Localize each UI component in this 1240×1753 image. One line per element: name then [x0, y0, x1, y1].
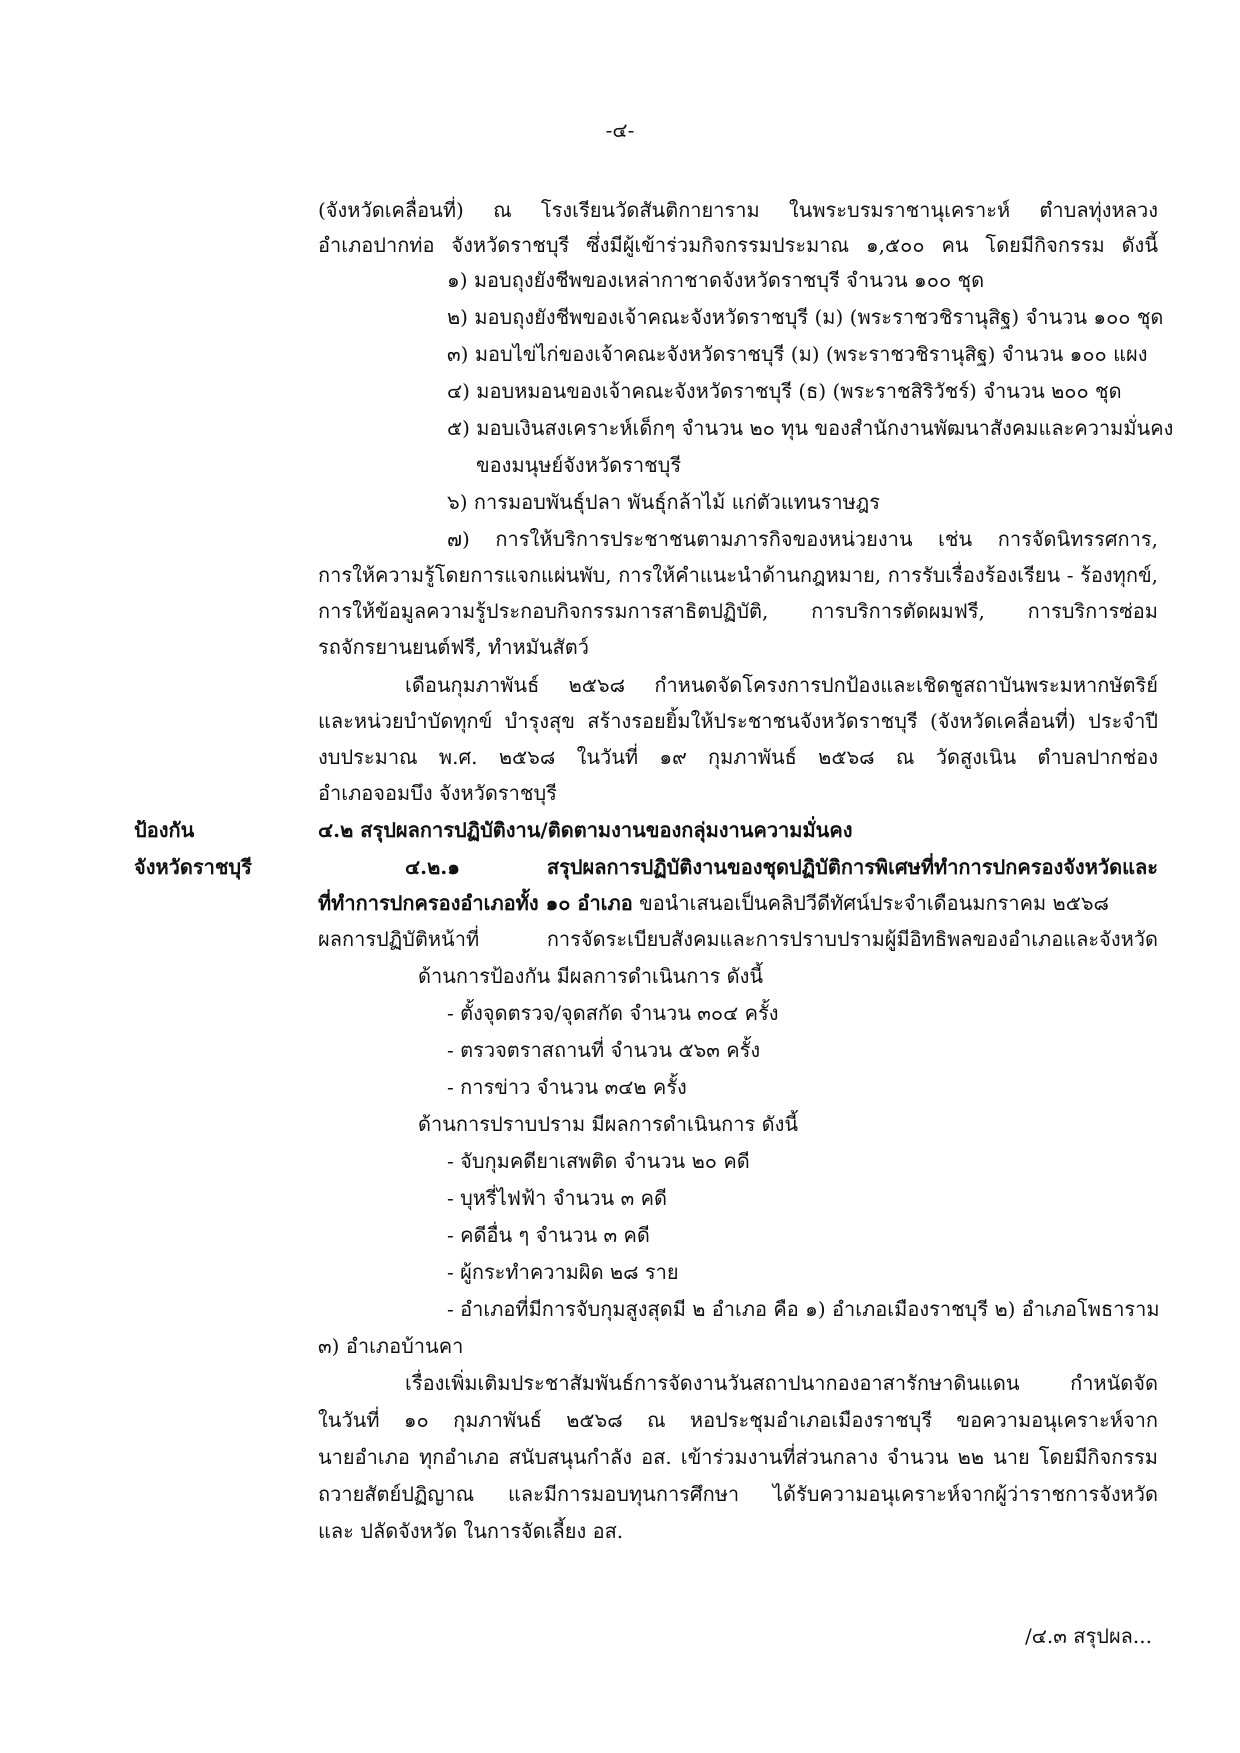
- section-4-2-1-line-2: [318, 889, 1158, 917]
- activity-item-7: ๗) การให้บริการประชาชนตามภารกิจของหน่วยงาน เช่น การจัดนิทรรศการ,: [447, 527, 1158, 551]
- intro-line-1: (จังหวัดเคลื่อนที่) ณ โรงเรียนวัดสันติกายาราม ในพระบรมราชานุเคราะห์ ตำบลทุ่งหลวง: [318, 198, 1158, 222]
- activity-item-5: ๕) มอบเงินสงเคราะห์เด็กๆ จำนวน ๒๐ ทุน ของสำนักงานพัฒนาสังคมและความมั่นคง: [447, 416, 1174, 440]
- additional-line-3: นายอำเภอ ทุกอำเภอ สนับสนุนกำลัง อส. เข้าร่วมงานที่ส่วนกลาง จำนวน ๒๒ นาย โดยมีกิจกรรม: [318, 1445, 1158, 1469]
- prevention-item-3: - การข่าว จำนวน ๓๔๒ ครั้ง: [447, 1075, 687, 1099]
- activity-item-2: ๒) มอบถุงยังชีพของเจ้าคณะจังหวัดราชบุรี (ม) (พระราชวชิรานุสิฐ) จำนวน ๑๐๐ ชุด: [447, 305, 1164, 329]
- section-4-2-1-bold-part: ที่ทำการปกครองอำเภอทั้ง ๑๐ อำเภอ: [318, 891, 633, 915]
- additional-line-4: ถวายสัตย์ปฏิญาณ และมีการมอบทุนการศึกษา ได้รับความอนุเคราะห์จากผู้ว่าราชการจังหวัด: [318, 1482, 1158, 1506]
- page-number: -๔-: [605, 118, 635, 142]
- suppression-item-1: - จับกุมคดียาเสพติด จำนวน ๒๐ คดี: [447, 1149, 750, 1173]
- section-4-2-heading: ๔.๒ สรุปผลการปฏิบัติงาน/ติดตามงานของกลุ่มงานความมั่นคง: [318, 818, 853, 842]
- suppression-item-3: - คดีอื่น ๆ จำนวน ๓ คดี: [447, 1223, 650, 1247]
- activity-item-1: ๑) มอบถุงยังชีพของเหล่ากาชาดจังหวัดราชบุรี จำนวน ๑๐๐ ชุด: [447, 268, 985, 292]
- suppression-title: ด้านการปราบปราม มีผลการดำเนินการ ดังนี้: [418, 1112, 799, 1136]
- section-4-2-1-line-1: ๔.๒.๑ สรุปผลการปฏิบัติงานของชุดปฏิบัติการพิเศษที่ทำการปกครองจังหวัดและ: [405, 855, 1158, 879]
- suppression-item-5-cont: ๓) อำเภอบ้านคา: [318, 1334, 464, 1358]
- intro-line-2: อำเภอปากท่อ จังหวัดราชบุรี ซึ่งมีผู้เข้าร่วมกิจกรรมประมาณ ๑,๕๐๐ คน โดยมีกิจกรรม ดังนี้: [318, 233, 1158, 257]
- additional-line-1: เรื่องเพิ่มเติมประชาสัมพันธ์การจัดงานวันสถาปนากองอาสารักษาดินแดน กำหนัดจัด: [405, 1371, 1158, 1395]
- prevention-item-2: - ตรวจตราสถานที่ จำนวน ๕๖๓ ครั้ง: [447, 1038, 761, 1062]
- activity-7-cont-2: การให้ข้อมูลความรู้ประกอบกิจกรรมการสาธิตปฏิบัติ, การบริการตัดผมฟรี, การบริการซ่อม: [318, 599, 1158, 623]
- prevention-item-1: - ตั้งจุดตรวจ/จุดสกัด จำนวน ๓๐๔ ครั้ง: [447, 1001, 779, 1025]
- continue-footer: /๔.๓ สรุปผล...: [1025, 1624, 1152, 1648]
- activity-7-cont-3: รถจักรยานยนต์ฟรี, ทำหมันสัตว์: [318, 635, 589, 659]
- section-4-2-1-rest: ขอนำเสนอเป็นคลิปวีดีทัศน์ประจำเดือนมกราคม ๒๕๖๘: [632, 891, 1109, 915]
- prevention-title: ด้านการป้องกัน มีผลการดำเนินการ ดังนี้: [418, 964, 764, 988]
- suppression-item-5: - อำเภอที่มีการจับกุมสูงสุดมี ๒ อำเภอ คือ ๑) อำเภอเมืองราชบุรี ๒) อำเภอโพธาราม: [447, 1297, 1160, 1321]
- activity-item-5-cont: ของมนุษย์จังหวัดราชบุรี: [476, 453, 682, 477]
- activity-item-3: ๓) มอบไข่ไก่ของเจ้าคณะจังหวัดราชบุรี (ม) (พระราชวชิรานุสิฐ) จำนวน ๑๐๐ แผง: [447, 342, 1148, 366]
- activity-item-4: ๔) มอบหมอนของเจ้าคณะจังหวัดราชบุรี (ธ) (พระราชสิริวัชร์) จำนวน ๒๐๐ ชุด: [447, 379, 1122, 403]
- additional-line-2: ในวันที่ ๑๐ กุมภาพันธ์ ๒๕๖๘ ณ หอประชุมอำเภอเมืองราชบุรี ขอความอนุเคราะห์จาก: [318, 1408, 1158, 1432]
- february-line-3: งบประมาณ พ.ศ. ๒๕๖๘ ในวันที่ ๑๙ กุมภาพันธ์ ๒๕๖๘ ณ วัดสูงเนิน ตำบลปากช่อง: [318, 745, 1158, 769]
- february-line-1: เดือนกุมภาพันธ์ ๒๕๖๘ กำหนดจัดโครงการปกป้องและเชิดชูสถาบันพระมหากษัตริย์: [405, 673, 1158, 697]
- suppression-item-2: - บุหรี่ไฟฟ้า จำนวน ๓ คดี: [447, 1186, 667, 1210]
- february-line-2: และหน่วยบำบัดทุกข์ บำรุงสุข สร้างรอยยิ้มให้ประชาชนจังหวัดราชบุรี (จังหวัดเคลื่อนที่) ประจำปี: [318, 709, 1158, 733]
- activity-7-cont-1: การให้ความรู้โดยการแจกแผ่นพับ, การให้คำแนะนำด้านกฎหมาย, การรับเรื่องร้องเรียน - ร้องทุกข์,: [318, 563, 1158, 587]
- margin-label-line-1: ป้องกัน: [134, 818, 195, 842]
- activity-item-6: ๖) การมอบพันธุ์ปลา พันธุ์กล้าไม้ แก่ตัวแทนราษฎร: [447, 490, 880, 514]
- additional-line-5: และ ปลัดจังหวัด ในการจัดเลี้ยง อส.: [318, 1519, 624, 1543]
- suppression-item-4: - ผู้กระทำความผิด ๒๘ ราย: [447, 1260, 679, 1284]
- section-4-2-1-line-3: ผลการปฏิบัติหน้าที่ การจัดระเบียบสังคมและการปราบปรามผู้มีอิทธิพลของอำเภอและจังหวัด: [318, 927, 1158, 951]
- february-line-4: อำเภอจอมบึง จังหวัดราชบุรี: [318, 781, 557, 805]
- margin-label-line-2: จังหวัดราชบุรี: [134, 855, 252, 879]
